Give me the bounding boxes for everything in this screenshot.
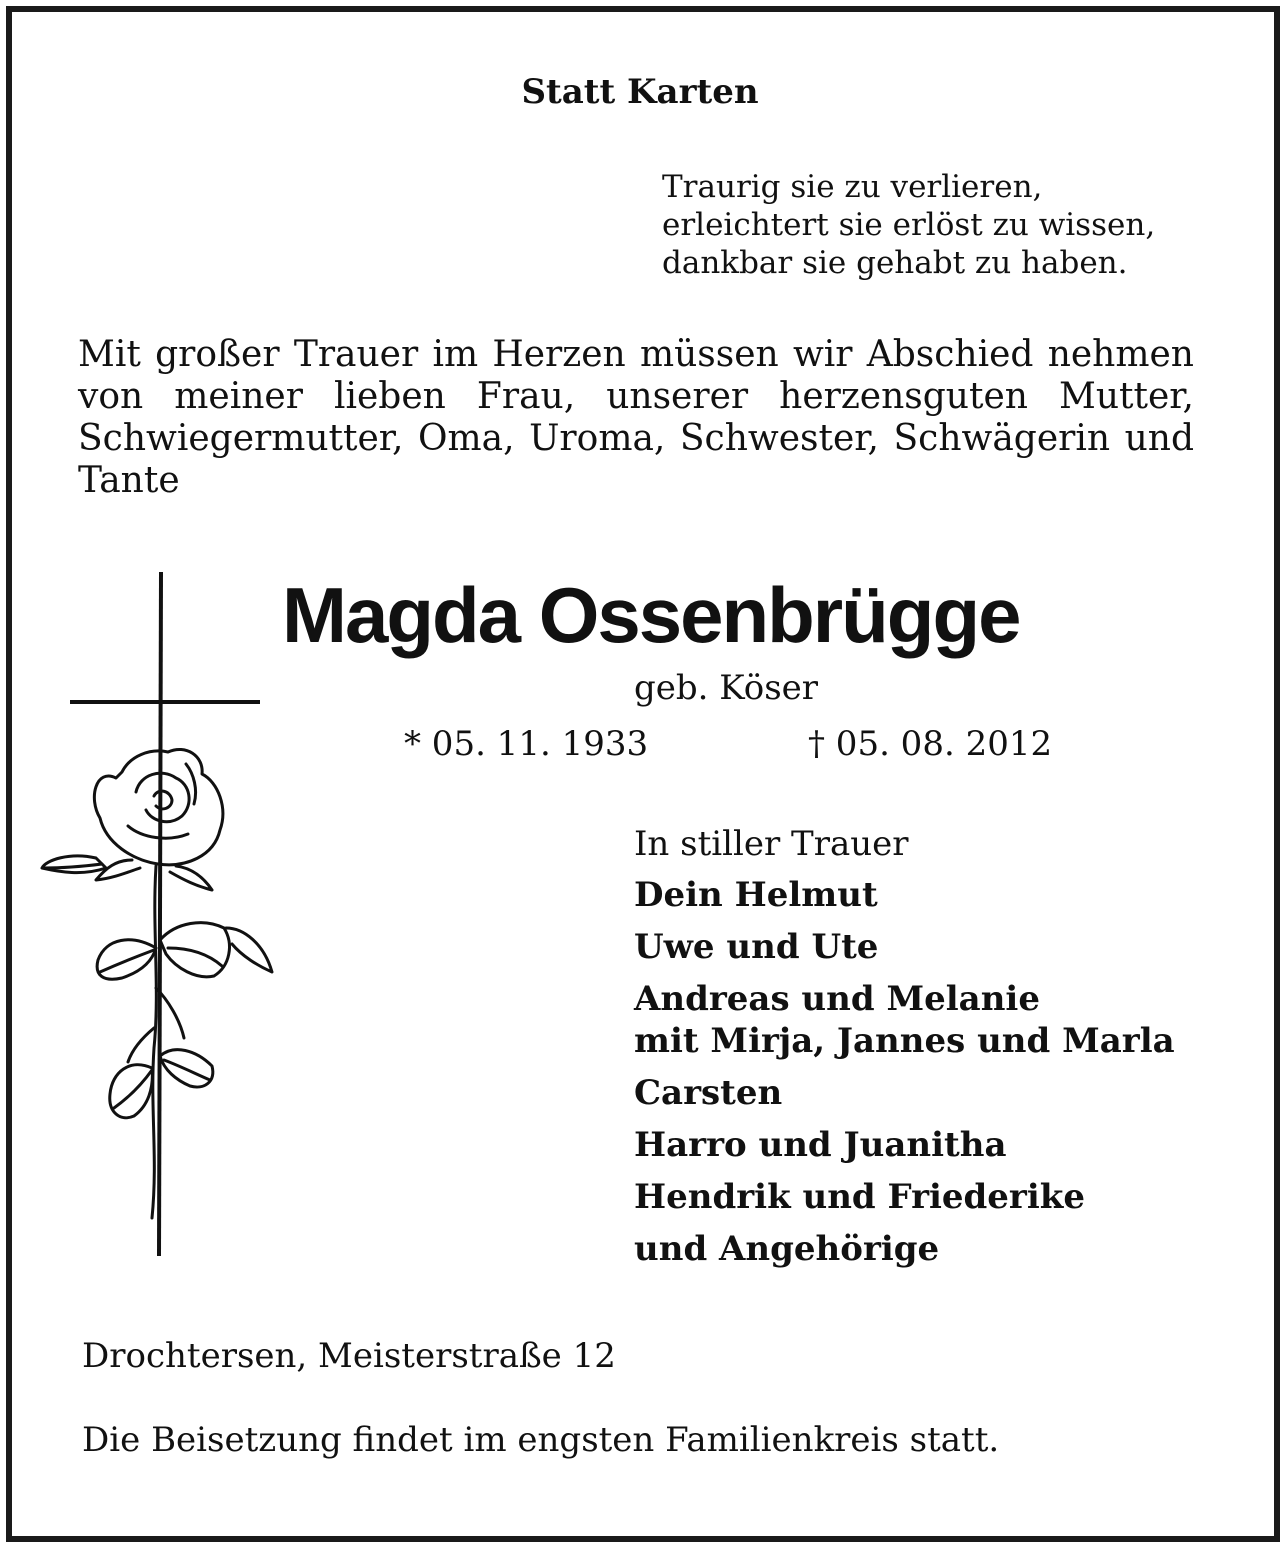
funeral-note: Die Beisetzung findet im engsten Familienkreis statt. <box>82 1420 1000 1460</box>
mourning-label: In stiller Trauer <box>634 824 909 864</box>
mourner-entry: Andreas und Melanie mit Mirja, Jannes und Marla <box>634 979 1175 1061</box>
cross-and-rose-emblem <box>36 568 286 1268</box>
rose-icon <box>42 749 272 1218</box>
mourner-entry: Dein Helmut <box>634 875 878 915</box>
intro-text: Mit großer Trauer im Herzen müssen wir Abschied nehmen von meiner lieben Frau, unserer herzensguten Mutter, Schwiegermutter, Oma, Uroma, Schwester, Schwägerin und Tante <box>78 334 1194 501</box>
maiden-name: geb. Köser <box>634 668 819 708</box>
mourner-entry: Hendrik und Friederike <box>634 1177 1085 1217</box>
death-date: † 05. 08. 2012 <box>808 724 1053 764</box>
mourner-entry: und Angehörige <box>634 1229 940 1269</box>
family-address: Drochtersen, Meisterstraße 12 <box>82 1336 616 1376</box>
poem <box>662 168 1155 282</box>
deceased-name: Magda Ossenbrügge <box>282 571 1020 659</box>
poem-line: dankbar sie gehabt zu haben. <box>662 245 1128 281</box>
poem-line: erleichtert sie erlöst zu wissen, <box>662 207 1156 243</box>
poem-line: Traurig sie zu verlieren, <box>662 169 1043 205</box>
mourner-entry: Harro und Juanitha <box>634 1125 1007 1165</box>
mourner-entry: Carsten <box>634 1073 783 1113</box>
notice-heading: Statt Karten <box>521 72 759 112</box>
cross-icon <box>70 572 260 1256</box>
birth-date: * 05. 11. 1933 <box>404 724 649 764</box>
mourners-list <box>634 874 1175 1280</box>
mourner-entry: Uwe und Ute <box>634 927 879 967</box>
